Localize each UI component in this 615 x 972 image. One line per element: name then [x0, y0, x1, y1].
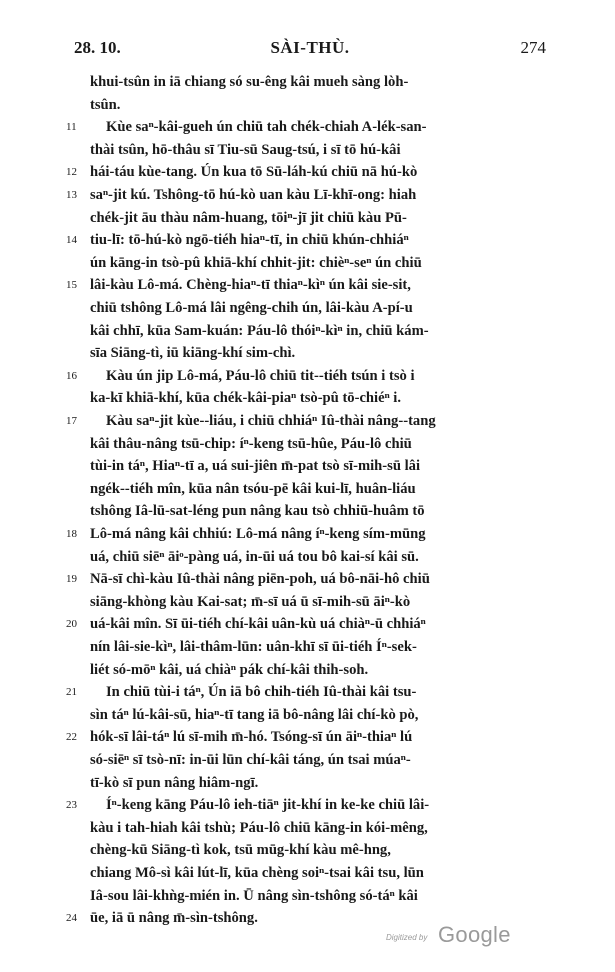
text-line [0, 478, 615, 500]
text-line [0, 839, 615, 861]
line-text: Kùe saⁿ-kâi-gueh ún chiū tah chék-chiah A-lék-san- [106, 119, 427, 136]
line-text: tī-kò sī pun nâng hiâm-ngī. [90, 774, 259, 791]
running-title: SÀI-THÙ. [270, 38, 350, 57]
text-line [0, 749, 615, 771]
line-text: tshông Iâ-lū-sat-léng pun nâng kau tsò chhiū-huâm tō [90, 503, 425, 520]
verse-number: 15 [66, 279, 77, 292]
text-line [0, 591, 615, 613]
text-line [0, 523, 615, 545]
line-text: Lô-má nâng kâi chhiú: Lô-má nâng íⁿ-keng sím-mūng [90, 526, 426, 542]
line-text: tiu-lī: tō-hú-kò ngō-tiéh hiaⁿ-tī, in chiū khún-chhiáⁿ [90, 232, 409, 249]
text-line [0, 817, 615, 839]
text-line [0, 161, 615, 183]
line-text: tùi-in táⁿ, Hiaⁿ-tī a, uá sui-jiên m̄-pat tsò sī-mih-sū lâi [90, 458, 421, 475]
text-line [0, 862, 615, 884]
line-text: lâi-kàu Lô-má. Chèng-hiaⁿ-tī thiaⁿ-kìⁿ ún kâi sie-sit, [90, 277, 411, 294]
text-line [0, 794, 615, 816]
verse-number: 19 [66, 573, 77, 586]
verse-number: 12 [66, 166, 77, 179]
line-text: hái-táu kùe-tang. Ún kua tō Sū-láh-kú chiū nā hú-kò [90, 164, 418, 181]
verse-number: 18 [66, 528, 77, 540]
line-text: sīa Siāng-tì, iū kiāng-khí sim-chì. [90, 345, 296, 362]
line-text: chiang Mô-sì kâi lút-lī, kūa chèng soiⁿ-tsai kâi tsu, lūn [90, 865, 424, 881]
line-text: ngék--tiéh mîn, kūa nân tsóu-pē kâi kui-lī, huân-liáu [90, 480, 416, 497]
verse-number: 20 [66, 618, 77, 631]
text-line [0, 387, 615, 409]
text-line [0, 772, 615, 794]
text-line [0, 252, 615, 274]
page-number: 274 [520, 38, 546, 57]
line-text: Iâ-sou lâi-khǹg-mién in. Ū nâng sìn-tshông só-táⁿ kâi [90, 887, 418, 904]
line-text: Kàu ún jip Lô-má, Páu-lô chiū tit--tiéh tsún i tsò i [106, 367, 415, 384]
line-text: ka-kī khiā-khí, kūa chék-kâi-piaⁿ tsò-pû tō-chiéⁿ i. [90, 390, 402, 407]
digitization-watermark [386, 922, 536, 950]
google-logo: Google [438, 922, 511, 947]
text-line [0, 297, 615, 319]
line-text: só-siēⁿ sī tsò-nī: in-ūi lūn chí-kâi táng, ún tsai múaⁿ- [90, 752, 411, 768]
line-text: Kàu saⁿ-jit kùe--liáu, i chiū chhiáⁿ Iû-thài nâng--tang [106, 413, 436, 429]
line-text: Íⁿ-keng kāng Páu-lô ieh-tiāⁿ jit-khí in ke-ke chiū lâi- [106, 797, 430, 814]
line-text: kàu i tah-hiah kâi tshù; Páu-lô chiū kāng-in kói-mêng, [90, 819, 428, 836]
text-line [0, 726, 615, 748]
line-text: chiū tshông Lô-má lâi ngêng-chih ún, lâi-kàu A-pí-u [90, 300, 413, 316]
verse-number: 24 [66, 912, 77, 925]
text-line [0, 455, 615, 477]
text-line [0, 885, 615, 907]
line-text: kâi thâu-nâng tsū-chip: íⁿ-keng tsū-hûe, Páu-lô chiū [90, 435, 412, 452]
text-line [0, 704, 615, 726]
line-text: uá, chiū siēⁿ āiᵒ-pàng uá, in-ūi uá tou bô kai-sí kâi sū. [90, 548, 419, 565]
text-line [0, 207, 615, 229]
verse-number: 16 [66, 369, 77, 382]
verse-number: 21 [66, 686, 77, 699]
line-text: Nā-sī chì-kàu Iû-thài nâng piēn-poh, uá bô-nāi-hô chiū [90, 571, 430, 588]
verse-number: 17 [66, 415, 77, 427]
line-text: saⁿ-jit kú. Tshông-tō hú-kò uan kàu Lī-khī-ong: hiah [90, 187, 417, 203]
line-text: chèng-kū Siāng-tì kok, tsū mūg-khí kàu mê-hng, [90, 842, 391, 859]
line-text: chék-jit āu thàu nâm-huang, tōiⁿ-jī jit chiū kàu Pū- [90, 209, 407, 226]
verse-number: 22 [66, 731, 77, 744]
page-header [74, 38, 546, 60]
verse-number: 23 [66, 799, 77, 812]
line-text: uá-kâi mîn. Sī ūi-tiéh chí-kâi uân-kù uá chiàⁿ-ū chhiáⁿ [90, 616, 426, 633]
line-text: tsûn. [90, 96, 121, 113]
text-line [0, 365, 615, 387]
text-line [0, 636, 615, 658]
text-line [0, 94, 615, 116]
text-line [0, 274, 615, 296]
watermark-caption: Digitized by [386, 933, 428, 942]
line-text: siāng-khòng kàu Kai-sat; m̄-sī uá ū sī-mih-sū āiⁿ-kò [90, 593, 411, 610]
verse-number: 13 [66, 189, 77, 201]
line-text: ūe, iā ū nâng m̄-sìn-tshông. [90, 910, 258, 927]
text-line [0, 500, 615, 522]
line-text: liét só-mōⁿ kâi, uá chiàⁿ pák chí-kâi thih-soh. [90, 661, 369, 678]
text-line [0, 546, 615, 568]
line-text: sìn táⁿ lú-kâi-sū, hiaⁿ-tī tang iā bô-nâng lâi chí-kò pò, [90, 706, 419, 723]
text-line [0, 342, 615, 364]
text-line [0, 568, 615, 590]
verse-number: 11 [66, 121, 77, 134]
verse-number: 14 [66, 234, 77, 247]
line-text: hók-sī lâi-táⁿ lú sī-mih m̄-hó. Tsóng-sī ún āiⁿ-thiaⁿ lú [90, 729, 413, 746]
line-text: thài tsûn, hō-thâu sī Tiu-sū Saug-tsú, i sī tō hú-kâi [90, 141, 401, 158]
chapter-verse-ref: 28. 10. [74, 38, 121, 57]
line-text: ún kāng-in tsò-pû khiā-khí chhit-jit: chièⁿ-seⁿ ún chiū [90, 254, 422, 271]
text-line [0, 433, 615, 455]
text-line [0, 229, 615, 251]
line-text: In chiū tùi-i táⁿ, Ún iā bô chih-tiéh Iû-thài kâi tsu- [106, 684, 417, 701]
line-text: khui-tsûn in iā chiang só su-êng kâi mueh sàng lòh- [90, 74, 409, 90]
text-line [0, 139, 615, 161]
line-text: kâi chhī, kūa Sam-kuán: Páu-lô thóiⁿ-kìⁿ in, chiū kám- [90, 322, 429, 339]
text-line [0, 659, 615, 681]
text-line [0, 410, 615, 432]
text-line [0, 71, 615, 93]
text-line [0, 681, 615, 703]
text-line [0, 320, 615, 342]
text-line [0, 184, 615, 206]
line-text: nín lâi-sie-kìⁿ, lâi-thâm-lūn: uân-khī sī ūi-tiéh Íⁿ-sek- [90, 639, 417, 655]
text-line [0, 116, 615, 138]
text-line [0, 613, 615, 635]
